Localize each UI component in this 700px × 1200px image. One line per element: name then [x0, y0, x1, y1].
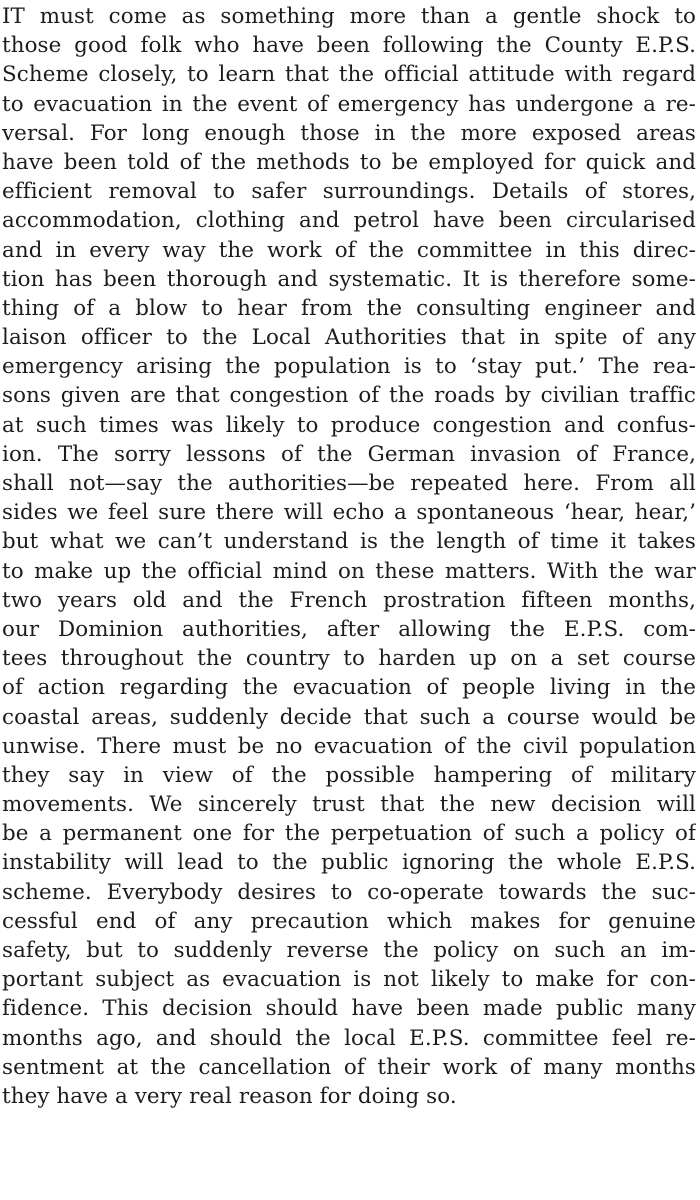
- text-line-6: have been told of the methods to be employed for quick and: [2, 149, 696, 175]
- text-line-38: they have a very real reason for doing so.: [2, 1083, 457, 1109]
- text-line-20: to make up the official mind on these matters. With the war: [2, 558, 696, 584]
- text-line-4: to evacuation in the event of emergency has undergone a re-: [2, 91, 696, 117]
- text-line-22: our Dominion authorities, after allowing the E.P.S. com-: [2, 616, 696, 642]
- text-line-13: emergency arising the population is to ‘stay put.’ The rea-: [2, 354, 696, 380]
- text-line-31: scheme. Everybody desires to co-operate towards the suc-: [2, 879, 696, 905]
- text-line-10: tion has been thorough and systematic. It is therefore some-: [2, 266, 696, 292]
- text-line-35: fidence. This decision should have been made public many: [2, 996, 696, 1022]
- text-line-36: months ago, and should the local E.P.S. committee feel re-: [2, 1025, 696, 1051]
- text-line-3: Scheme closely, to learn that the official attitude with regard: [2, 62, 696, 88]
- text-line-23: tees throughout the country to harden up on a set course: [2, 646, 696, 672]
- text-line-24: of action regarding the evacuation of people living in the: [2, 675, 696, 701]
- text-line-33: safety, but to suddenly reverse the policy on such an im-: [2, 938, 696, 963]
- text-line-1: IT must come as something more than a gentle shock to: [2, 4, 696, 29]
- text-line-32: cessful end of any precaution which makes for genuine: [2, 908, 696, 934]
- text-line-5: versal. For long enough those in the more exposed areas: [2, 120, 696, 146]
- text-line-17: shall not—say the authorities—be repeated here. From all: [2, 471, 696, 496]
- text-line-21: two years old and the French prostration fifteen months,: [2, 587, 696, 613]
- text-line-2: those good folk who have been following the County E.P.S.: [2, 33, 696, 59]
- text-line-25: coastal areas, suddenly decide that such a course would be: [2, 704, 696, 730]
- text-line-18: sides we feel sure there will echo a spontaneous ‘hear, hear,’: [2, 500, 696, 526]
- text-line-34: portant subject as evacuation is not likely to make for con-: [2, 967, 696, 993]
- text-line-16: ion. The sorry lessons of the German invasion of France,: [2, 441, 696, 467]
- text-line-12: laison officer to the Local Authorities that in spite of any: [2, 325, 696, 351]
- text-line-15: at such times was likely to produce congestion and confus-: [2, 412, 696, 438]
- text-line-7: efficient removal to safer surroundings. Details of stores,: [2, 179, 696, 205]
- text-line-19: but what we can’t understand is the length of time it takes: [2, 529, 696, 555]
- text-line-28: movements. We sincerely trust that the new decision will: [2, 792, 696, 818]
- text-line-11: thing of a blow to hear from the consulting engineer and: [2, 295, 696, 321]
- text-line-14: sons given are that congestion of the roads by civilian traffic: [2, 383, 696, 409]
- text-line-26: unwise. There must be no evacuation of the civil population: [2, 733, 696, 759]
- text-line-30: instability will lead to the public ignoring the whole E.P.S.: [2, 850, 696, 876]
- text-line-8: accommodation, clothing and petrol have been circularised: [2, 208, 696, 234]
- text-line-37: sentment at the cancellation of their work of many months: [2, 1054, 696, 1080]
- text-line-27: they say in view of the possible hampering of military: [2, 762, 696, 788]
- text-line-9: and in every way the work of the committee in this direc-: [2, 237, 696, 263]
- text-line-29: be a permanent one for the perpetuation of such a policy of: [2, 821, 696, 847]
